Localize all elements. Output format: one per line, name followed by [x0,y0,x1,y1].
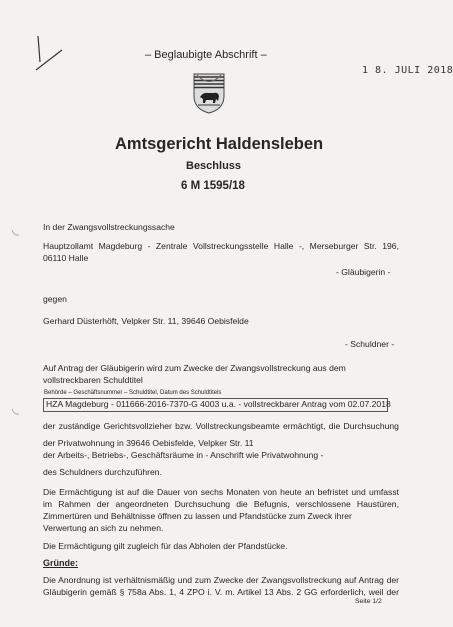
receipt-stamp-date: 1 8. JULI 2018 [362,65,453,76]
authorization-line-2: der Privatwohnung in 39646 Oebisfelde, Velpker Str. 11 [43,438,254,448]
matter-line: In der Zwangsvollstreckungssache [43,222,175,232]
certified-copy-label: – Beglaubigte Abschrift – [145,49,267,61]
coat-of-arms-icon [192,72,226,114]
paragraph-1-line-4: Verwertung an sich zu nehmen. [43,523,164,533]
paragraph-1-line-3: Zimmertüren und Behältnisse öffnen zu lassen und Pfandstücke zum Zweck ihrer [43,511,352,521]
creditor-address-line1: Hauptzollamt Magdeburg - Zentrale Vollstreckungsstelle Halle -, Merseburger Str. 196, [43,241,399,251]
motion-line-1: Auf Antrag der Gläubigerin wird zum Zwecke der Zwangsvollstreckung aus dem [43,363,346,373]
grounds-heading: Gründe: [43,558,78,568]
pen-mark [28,32,68,82]
authorization-line-4: des Schuldners durchzuführen. [43,467,162,477]
punch-mark-icon [10,407,20,417]
grounds-line-1: Die Anordnung ist verhältnismäßig und zum Zwecke der Zwangsvollstreckung auf Antrag der [43,575,400,585]
grounds-line-2: Gläubigerin gemäß § 758a Abs. 1, 4 ZPO i. V. m. Artikel 13 Abs. 2 GG erforderlich, weil der [43,587,399,597]
title-box-value: HZA Magdeburg - 011666-2016-7370-G 4003 u.a. - vollstreckbarer Antrag vom 02.07.2018 [46,399,391,409]
debtor-address: Gerhard Düsterhöft, Velpker Str. 11, 39646 Oebisfelde [43,316,249,326]
page-number: Seite 1/2 [355,598,382,605]
paragraph-2: Die Ermächtigung gilt zugleich für das Abholen der Pfandstücke. [43,541,288,551]
court-name: Amtsgericht Haldensleben [115,135,324,153]
paragraph-1-line-1: Die Ermächtigung ist auf die Dauer von sechs Monaten von heute an befristet und umfasst [43,487,400,497]
punch-mark-icon [10,228,20,238]
authorization-line-1: der zuständige Gerichtsvollzieher bzw. Vollstreckungsbeamte ermächtigt, die Durchsuchung [43,421,399,431]
title-box-label: Behörde – Geschäftsnummer – Schuldtitel, Datum des Schuldtitels [44,390,222,396]
motion-line-2: vollstreckbaren Schuldtitel [43,375,143,385]
case-number: 6 M 1595/18 [181,180,245,192]
debtor-role: - Schuldner - [345,339,395,349]
versus-label: gegen [43,294,67,304]
document-type: Beschluss [186,160,242,172]
creditor-role: - Gläubigerin - [336,267,391,277]
paragraph-1-line-2: im Rahmen der angeordneten Durchsuchung die Befugnis, verschlossene Haustüren, [43,499,399,509]
creditor-address-line2: 06110 Halle [43,253,89,263]
authorization-line-3: der Arbeits-, Betriebs-, Geschäftsräume in - Anschrift wie Privatwohnung - [43,450,324,460]
